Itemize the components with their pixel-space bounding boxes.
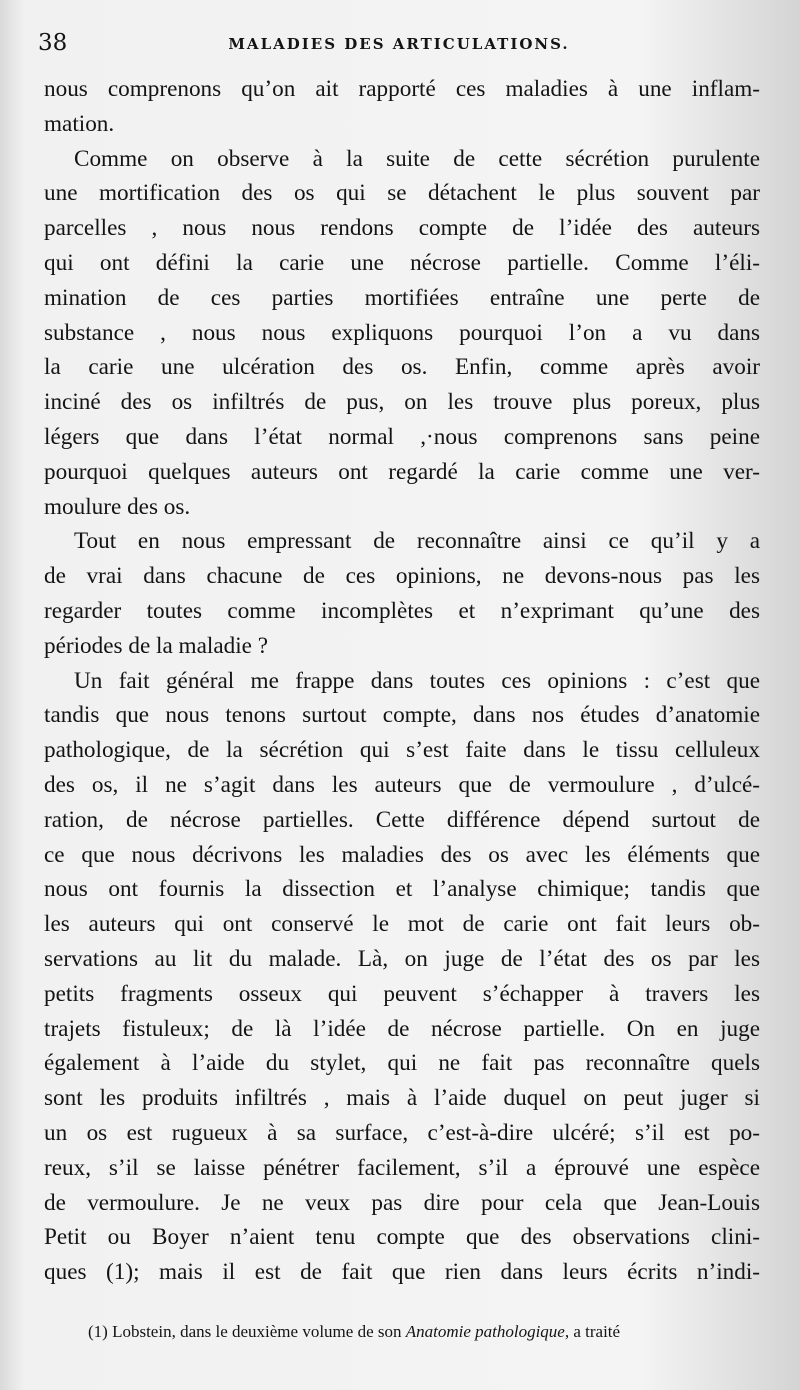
text-line: pathologique, de la sécrétion qui s’est faite dans le tissu celluleux [44,737,760,764]
text-line: inciné des os infiltrés de pus, on les trouve plus poreux, plus [44,389,760,416]
text-line: parcelles , nous nous rendons compte de l’idée des auteurs [44,215,760,242]
page-header [38,30,760,62]
text-line: sont les produits infiltrés , mais à l’aide duquel on peut juger si [44,1085,760,1112]
page-number: 38 [38,30,68,56]
text-line: mation. [44,110,115,137]
text-line: qui ont défini la carie une nécrose partielle. Comme l’éli- [44,249,760,276]
text-line: petits fragments osseux qui peuvent s’échapper à travers les [44,980,760,1007]
text-line: la carie une ulcération des os. Enfin, comme après avoir [44,354,760,381]
text-line: les auteurs qui ont conservé le mot de carie ont fait leurs ob- [44,911,760,938]
text-line: regarder toutes comme incomplètes et n’exprimant qu’une des [44,597,760,624]
text-line: un os est rugueux à sa surface, c’est-à-dire ulcéré; s’il est po- [44,1119,760,1146]
text-line: ration, de nécrose partielles. Cette différence dépend surtout de [44,806,760,833]
text-line: tandis que nous tenons surtout compte, dans nos études d’anatomie [44,702,760,729]
text-line: moulure des os. [44,493,191,520]
footnote-book-title: Anatomie pathologique [405,1322,565,1341]
text-line: trajets fistuleux; de là l’idée de nécrose partielle. On en juge [44,1015,760,1042]
text-line: également à l’aide du stylet, qui ne fait pas reconnaître quels [44,1050,760,1077]
text-line: une mortification des os qui se détachent le plus souvent par [44,180,760,207]
text-line: nous comprenons qu’on ait rapporté ces maladies à une inflam- [44,76,760,102]
text-line: nous ont fournis la dissection et l’analyse chimique; tandis que [44,876,760,903]
text-line: légers que dans l’état normal ,·nous comprenons sans peine [44,423,760,450]
text-line: Comme on observe à la suite de cette sécrétion purulente [74,145,760,172]
text-line: servations au lit du malade. Là, on juge de l’état des os par les [44,945,760,972]
footnote [88,1322,760,1342]
text-line: substance , nous nous expliquons pourquoi l’on a vu dans [44,319,760,346]
text-line: des os, il ne s’agit dans les auteurs que de vermoulure , d’ulcé- [44,771,760,798]
text-line: de vrai dans chacune de ces opinions, ne devons-nous pas les [44,563,760,590]
running-head: MALADIES DES ARTICULATIONS. [228,35,570,53]
text-line: ce que nous décrivons les maladies des os avec les éléments que [44,841,760,868]
text-line: mination de ces parties mortifiées entraîne une perte de [44,284,760,311]
text-line: pourquoi quelques auteurs ont regardé la carie comme une ver- [44,458,760,485]
body-text [44,72,760,1290]
footnote-text-end: , a traité [564,1322,621,1341]
text-line: Tout en nous empressant de reconnaître ainsi ce qu’il y a [74,528,760,555]
footnote-text: (1) Lobstein, dans le deuxième volume de son [88,1322,406,1341]
text-line: périodes de la maladie ? [44,632,269,659]
text-line: ques (1); mais il est de fait que rien dans leurs écrits n’indi- [44,1259,760,1286]
text-line: Petit ou Boyer n’aient tenu compte que des observations clini- [44,1224,760,1251]
text-line: reux, s’il se laisse pénétrer facilement, s’il a éprouvé une espèce [44,1154,760,1181]
text-line: Un fait général me frappe dans toutes ces opinions : c’est que [74,667,760,694]
text-line: de vermoulure. Je ne veux pas dire pour cela que Jean-Louis [44,1189,760,1216]
